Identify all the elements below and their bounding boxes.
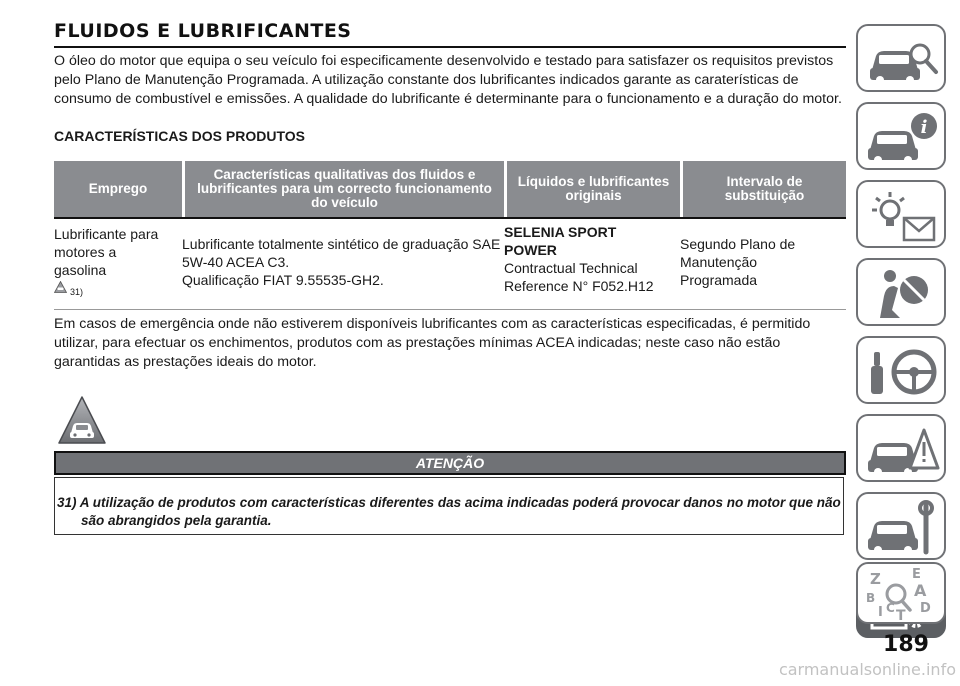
attention-heading: ATENÇÃO: [54, 451, 846, 475]
airbag-safety-icon: [866, 266, 940, 322]
reference-number: 31): [70, 287, 84, 297]
svg-text:i: i: [920, 117, 928, 138]
lubricant-spec-table: [54, 161, 846, 310]
tab-alphabetical-index[interactable]: [856, 562, 946, 624]
header-usage: Emprego: [54, 161, 182, 217]
product-name-line: SELENIA SPORT: [504, 224, 617, 240]
intro-paragraph: O óleo do motor que equipa o seu veículo foi especificamente desenvolvido e testado para satisfazer os requisitos previstos pelo Plano de Manutenção Programada. A utilização constante dos lubrificantes indicados garante as caraterísticas de consumo de combustível e emissões. A qualidade do lubrificante é determinante para o funcionamento e a duração do motor.: [54, 53, 842, 107]
usage-line: Lubrificante para: [54, 226, 159, 242]
svg-text:B: B: [866, 591, 876, 605]
tab-airbag-safety[interactable]: [856, 258, 946, 326]
characteristics-line: Qualificação FIAT 9.55535-GH2.: [182, 272, 384, 288]
header-original-fluids: Líquidos e lubrificantes originais: [504, 161, 680, 217]
svg-text:A: A: [914, 581, 927, 600]
cell-original-fluids: [504, 217, 680, 310]
interval-line: Manutenção: [680, 254, 758, 270]
car-maintenance-icon: [866, 500, 940, 556]
warning-lights-icon: [866, 188, 940, 244]
page-number: 189: [883, 632, 929, 657]
usage-line: gasolina: [54, 262, 107, 278]
tab-steering-wheel[interactable]: [856, 336, 946, 404]
watermark: carmanualsonline.info: [778, 660, 956, 679]
svg-text:T: T: [896, 608, 906, 622]
attention-box: [54, 477, 844, 535]
svg-text:E: E: [912, 567, 921, 582]
svg-text:I: I: [878, 605, 883, 620]
cell-characteristics: [182, 217, 504, 310]
car-emergency-icon: [866, 422, 940, 478]
alphabetical-index-icon: [864, 566, 938, 622]
header-replacement-interval: Intervalo de substituição: [680, 161, 846, 217]
warning-triangle-icon: [54, 281, 67, 293]
cell-replacement-interval: [680, 217, 846, 310]
interval-line: Programada: [680, 272, 758, 288]
contractual-reference-line: Contractual Technical: [504, 260, 638, 276]
tab-warning-lights[interactable]: [856, 180, 946, 248]
tab-car-info[interactable]: [856, 102, 946, 170]
car-info-icon: [866, 110, 940, 166]
section-title: FLUIDOS E LUBRIFICANTES: [54, 20, 846, 48]
svg-text:Z: Z: [870, 570, 881, 588]
car-search-icon: [866, 32, 940, 88]
table-row: [54, 217, 846, 310]
product-name-line: POWER: [504, 242, 557, 258]
tab-car-emergency[interactable]: [856, 414, 946, 482]
emergency-note: Em casos de emergência onde não estiverem disponíveis lubrificantes com as características especificadas, é permitido utilizar, para efectuar os enchimentos, produtos com as prestações mínimas ACEA indicadas; neste caso não estão garantidas as prestações ideais do motor.: [54, 316, 811, 370]
characteristics-line: Lubrificante totalmente sintético de graduação SAE: [182, 236, 501, 252]
steering-wheel-icon: [866, 344, 940, 400]
characteristics-line: 5W-40 ACEA C3.: [182, 254, 290, 270]
svg-text:C: C: [886, 601, 895, 615]
interval-line: Segundo Plano de: [680, 236, 796, 252]
cell-usage: [54, 217, 182, 310]
header-characteristics: Características qualitativas dos fluidos e lubrificantes para um correcto funcionamento do veículo: [182, 161, 504, 217]
table-header-row: [54, 161, 846, 217]
contractual-reference-line: Reference N° F052.H12: [504, 278, 654, 294]
tab-car-search[interactable]: [856, 24, 946, 92]
product-characteristics-heading: CARACTERÍSTICAS DOS PRODUTOS: [54, 128, 305, 144]
car-warning-shield-icon: [56, 395, 108, 447]
tab-car-maintenance[interactable]: [856, 492, 946, 560]
usage-line: motores a: [54, 244, 117, 260]
warning-reference[interactable]: [54, 281, 180, 295]
svg-text:D: D: [920, 601, 931, 616]
attention-text: 31) A utilização de produtos com características diferentes das acima indicadas poderá provocar danos no motor que não são abrangidos pela garantia.: [57, 495, 841, 528]
